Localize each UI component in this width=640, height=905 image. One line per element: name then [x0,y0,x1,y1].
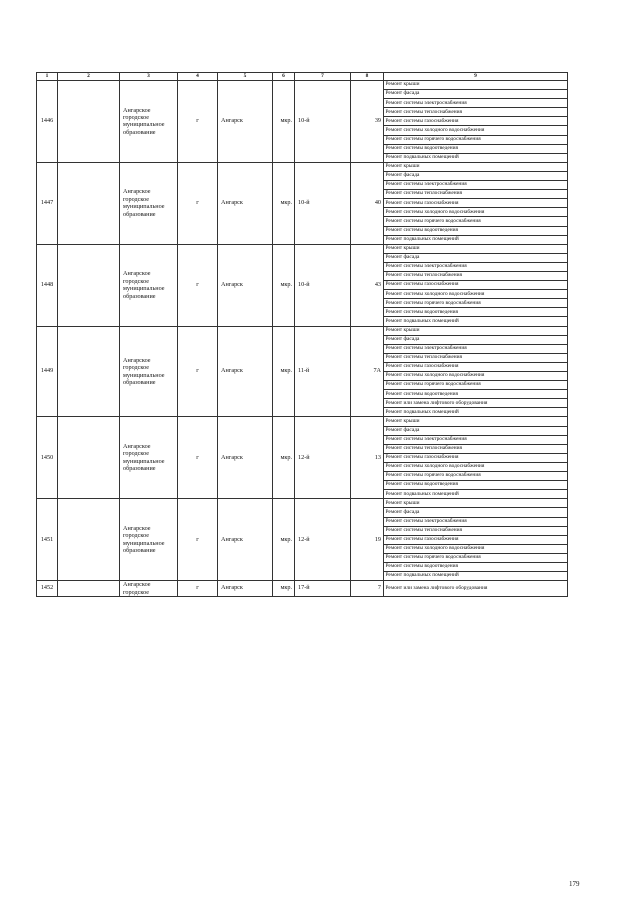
record-number: 1449 [37,326,58,417]
work-type: Ремонт системы горячего водоснабжения [384,381,568,390]
work-type: Ремонт подвальных помещений [384,153,568,162]
table-row [37,244,568,253]
house-number: 43 [351,244,384,326]
column-header: 3 [120,73,178,81]
house-number: 39 [351,81,384,163]
street-type: мкр. [273,162,295,244]
table-row [37,81,568,90]
column-header: 2 [58,73,120,81]
work-type: Ремонт системы водоотведения [384,308,568,317]
work-type: Ремонт или замена лифтового оборудования [384,581,568,597]
street-name: 12-й [295,499,351,581]
work-type: Ремонт подвальных помещений [384,572,568,581]
work-type: Ремонт крыши [384,162,568,171]
work-type: Ремонт системы холодного водоснабжения [384,462,568,471]
work-type: Ремонт системы электроснабжения [384,181,568,190]
work-type: Ремонт системы водоотведения [384,481,568,490]
house-number: 40 [351,162,384,244]
municipality-name: Ангарское городское муниципальное образование [120,499,178,581]
street-name: 10-й [295,162,351,244]
work-type: Ремонт системы горячего водоснабжения [384,553,568,562]
settlement-name: Ангарск [218,499,273,581]
work-type: Ремонт крыши [384,326,568,335]
work-type: Ремонт системы газоснабжения [384,535,568,544]
table-row [37,581,568,597]
work-type: Ремонт крыши [384,81,568,90]
work-type: Ремонт системы электроснабжения [384,344,568,353]
table-row [37,326,568,335]
column-header: 9 [384,73,568,81]
municipality-name: Ангарское городское муниципальное образование [120,81,178,163]
table-row [37,417,568,426]
address-program-table [36,72,568,597]
settlement-type: г [178,81,218,163]
settlement-name: Ангарск [218,81,273,163]
work-type: Ремонт фасада [384,508,568,517]
record-number: 1451 [37,499,58,581]
empty-cell [58,244,120,326]
column-header: 6 [273,73,295,81]
settlement-type: г [178,417,218,499]
work-type: Ремонт системы теплоснабжения [384,108,568,117]
municipality-name: Ангарское городское муниципальное образование [120,326,178,417]
work-type: Ремонт крыши [384,244,568,253]
street-name: 11-й [295,326,351,417]
work-type: Ремонт подвальных помещений [384,408,568,417]
work-type: Ремонт системы холодного водоснабжения [384,126,568,135]
work-type: Ремонт крыши [384,499,568,508]
street-type: мкр. [273,81,295,163]
work-type: Ремонт системы газоснабжения [384,453,568,462]
work-type: Ремонт системы холодного водоснабжения [384,208,568,217]
work-type: Ремонт фасада [384,426,568,435]
work-type: Ремонт системы электроснабжения [384,99,568,108]
empty-cell [58,581,120,597]
empty-cell [58,417,120,499]
settlement-name: Ангарск [218,244,273,326]
work-type: Ремонт системы холодного водоснабжения [384,544,568,553]
column-header: 7 [295,73,351,81]
street-type: мкр. [273,417,295,499]
work-type: Ремонт системы водоотведения [384,562,568,571]
work-type: Ремонт системы горячего водоснабжения [384,217,568,226]
street-type: мкр. [273,499,295,581]
work-type: Ремонт системы газоснабжения [384,362,568,371]
column-header: 5 [218,73,273,81]
record-number: 1452 [37,581,58,597]
table-body [37,81,568,597]
record-number: 1446 [37,81,58,163]
work-type: Ремонт системы теплоснабжения [384,190,568,199]
work-type: Ремонт системы газоснабжения [384,117,568,126]
work-type: Ремонт системы газоснабжения [384,199,568,208]
house-number: 7 [351,581,384,597]
settlement-type: г [178,326,218,417]
work-type: Ремонт системы электроснабжения [384,517,568,526]
settlement-name: Ангарск [218,326,273,417]
work-type: Ремонт системы теплоснабжения [384,444,568,453]
column-number-header-row [37,73,568,81]
record-number: 1450 [37,417,58,499]
work-type: Ремонт подвальных помещений [384,490,568,499]
table-row [37,499,568,508]
street-name: 10-й [295,81,351,163]
work-type: Ремонт фасада [384,335,568,344]
work-type: Ремонт системы водоотведения [384,226,568,235]
work-type: Ремонт системы газоснабжения [384,281,568,290]
municipality-name: Ангарское городское муниципальное образование [120,244,178,326]
column-header: 4 [178,73,218,81]
work-type: Ремонт крыши [384,417,568,426]
work-type: Ремонт системы горячего водоснабжения [384,135,568,144]
street-name: 17-й [295,581,351,597]
settlement-name: Ангарск [218,417,273,499]
record-number: 1448 [37,244,58,326]
work-type: Ремонт подвальных помещений [384,317,568,326]
empty-cell [58,499,120,581]
work-type: Ремонт системы теплоснабжения [384,271,568,280]
street-type: мкр. [273,581,295,597]
work-type: Ремонт или замена лифтового оборудования [384,399,568,408]
settlement-type: г [178,162,218,244]
work-type: Ремонт системы водоотведения [384,390,568,399]
municipality-name: Ангарское городское муниципальное образование [120,417,178,499]
column-header: 1 [37,73,58,81]
settlement-name: Ангарск [218,581,273,597]
settlement-type: г [178,581,218,597]
work-type: Ремонт системы электроснабжения [384,435,568,444]
work-type: Ремонт системы холодного водоснабжения [384,372,568,381]
house-number: 13 [351,417,384,499]
street-name: 12-й [295,417,351,499]
settlement-name: Ангарск [218,162,273,244]
work-type: Ремонт фасада [384,171,568,180]
house-number: 19 [351,499,384,581]
work-type: Ремонт системы теплоснабжения [384,526,568,535]
municipality-name: Ангарское городское [120,581,178,597]
work-type: Ремонт системы горячего водоснабжения [384,472,568,481]
street-name: 10-й [295,244,351,326]
column-header: 8 [351,73,384,81]
settlement-type: г [178,499,218,581]
record-number: 1447 [37,162,58,244]
work-type: Ремонт фасада [384,90,568,99]
work-type: Ремонт системы электроснабжения [384,262,568,271]
table-row [37,162,568,171]
street-type: мкр. [273,244,295,326]
work-type: Ремонт системы горячего водоснабжения [384,299,568,308]
work-type: Ремонт подвальных помещений [384,235,568,244]
work-type: Ремонт системы водоотведения [384,144,568,153]
municipality-name: Ангарское городское муниципальное образование [120,162,178,244]
street-type: мкр. [273,326,295,417]
work-type: Ремонт системы теплоснабжения [384,353,568,362]
empty-cell [58,162,120,244]
house-number: 7А [351,326,384,417]
page-number: 179 [569,880,580,888]
work-type: Ремонт фасада [384,253,568,262]
empty-cell [58,81,120,163]
settlement-type: г [178,244,218,326]
empty-cell [58,326,120,417]
work-type: Ремонт системы холодного водоснабжения [384,290,568,299]
